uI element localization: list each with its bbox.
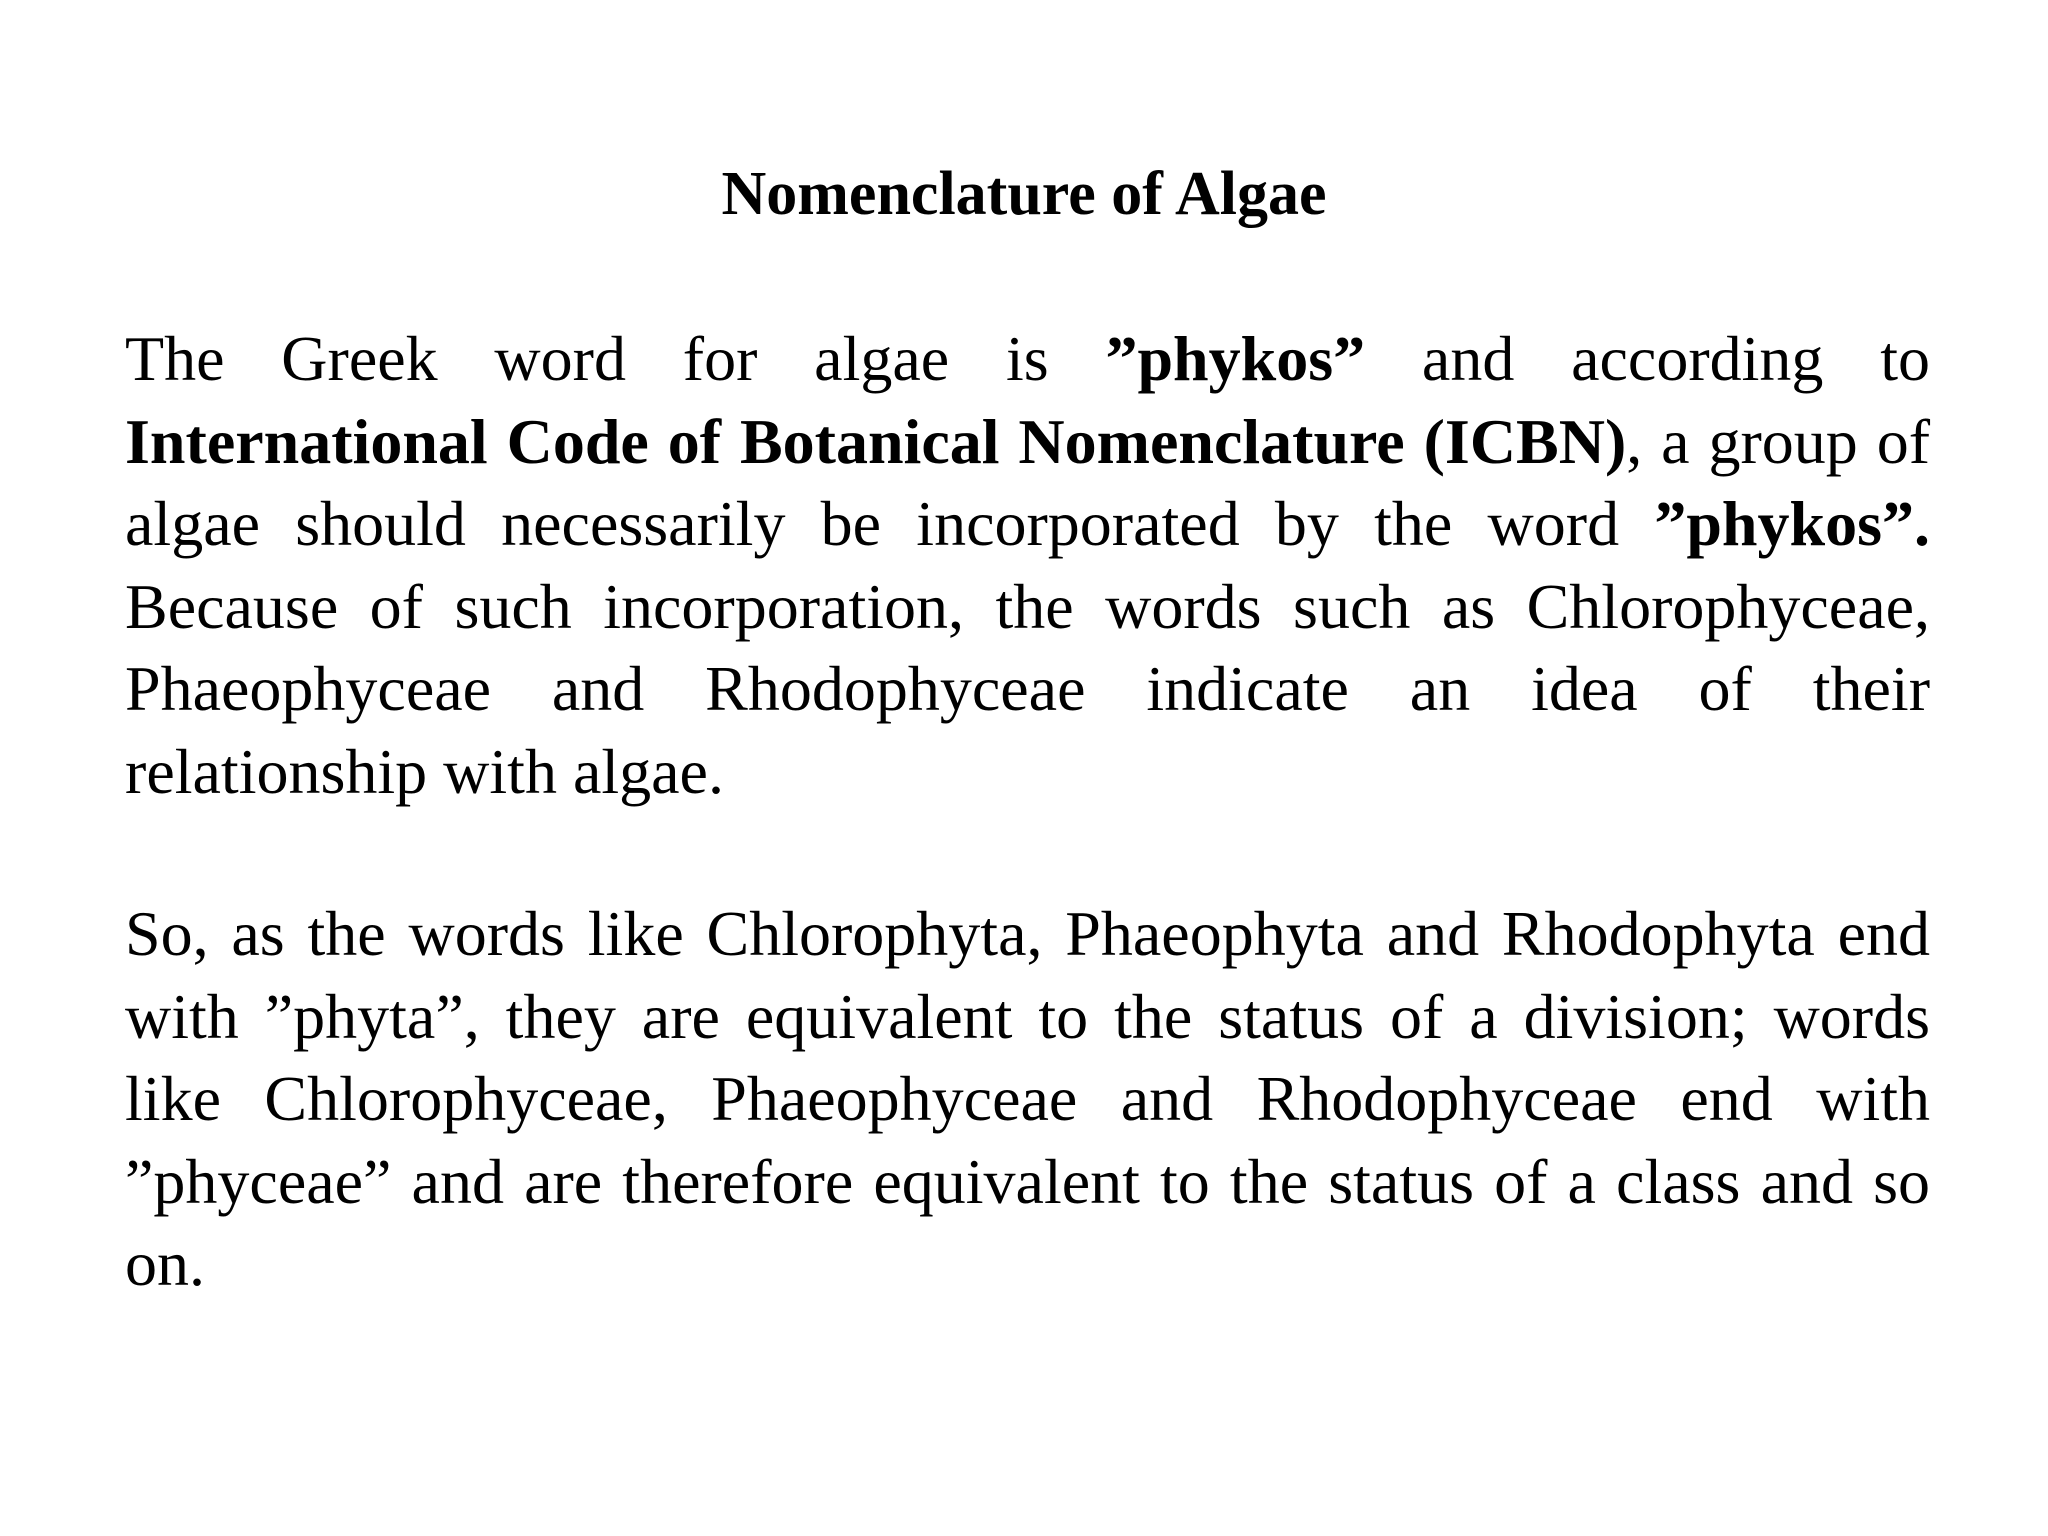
paragraph-phyta-phyceae: So, as the words like Chlorophyta, Phaeophyta and Rhodophyta end with ”phyta”, they are equivalent to the status of a division; words like Chlorophyceae, Phaeophyceae and Rhodophyceae end with ”phyceae” and are therefore equivalent to the status of a class and so on. [125, 898, 1930, 1299]
p1-text-3: , a group of algae should necessarily be incorporated by the word [125, 405, 1930, 559]
p1-text-4: Because of such incorporation, the words such as Chlorophyceae, Phaeophyceae and Rhodophyceae indicate an idea of their relationship with algae. [125, 570, 1930, 807]
page-title: Nomenclature of Algae [721, 160, 1327, 228]
p1-text-1: The Greek word for algae is [125, 323, 1106, 394]
p1-bold-icbn: International Code of Botanical Nomenclature (ICBN) [125, 405, 1627, 477]
p1-text-2: and according to [1365, 323, 1931, 394]
p1-bold-phykos: ”phykos” [1105, 323, 1366, 394]
paragraph-greek-word [125, 318, 1930, 813]
p1-bold-phykos-2: ”phykos”. [1654, 488, 1930, 559]
